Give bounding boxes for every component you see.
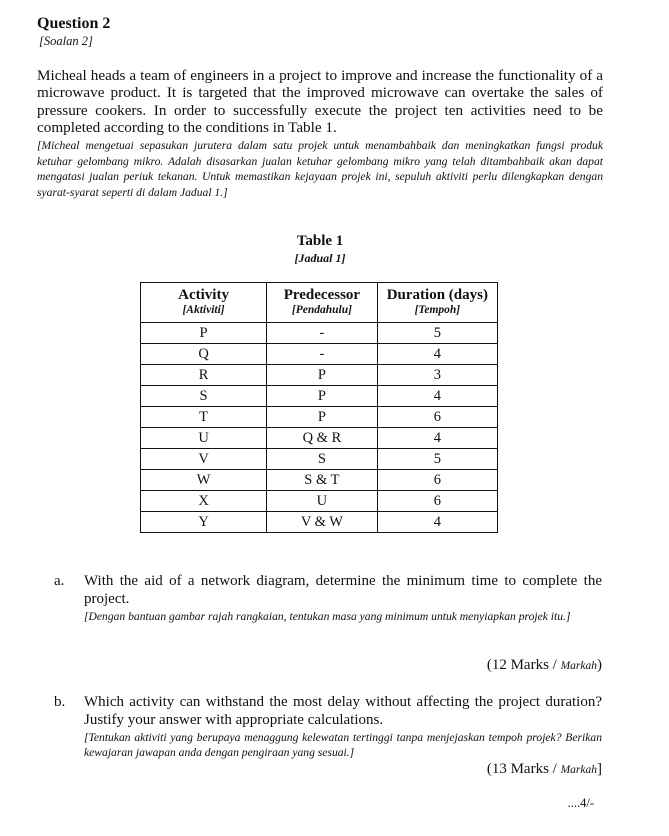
question-subtitle: [Soalan 2] [39,34,93,48]
part-a-marks-prefix: (12 Marks / [486,657,561,673]
header-activity [141,283,267,323]
cell-duration: 6 [377,407,497,428]
cell-duration: 6 [377,470,497,491]
table-row [141,344,498,365]
table-row [141,428,498,449]
cell-activity: T [141,407,267,428]
cell-activity: S [141,386,267,407]
table-row [141,512,498,533]
table-row [141,386,498,407]
cell-predecessor: P [267,365,378,386]
cell-predecessor: P [267,407,378,428]
cell-predecessor: S & T [267,470,378,491]
cell-activity: U [141,428,267,449]
cell-activity: Y [141,512,267,533]
cell-predecessor: S [267,449,378,470]
part-b-malay: [Tentukan aktiviti yang berupaya menaggung kelewatan tertinggi tanpa menjejaskan tempoh projek? Berikan kewajaran jawapan anda dengan pengiraan yang sesuai.] [84,731,602,759]
header-duration [377,283,497,323]
part-b-body [84,694,602,760]
table-row [141,491,498,512]
table-row [141,449,498,470]
part-b-marks-suffix: ] [597,761,602,777]
table-row [141,365,498,386]
cell-predecessor: V & W [267,512,378,533]
header-activity-sublabel: [Aktiviti] [182,304,225,316]
cell-duration: 5 [377,449,497,470]
header-predecessor-sublabel: [Pendahulu] [291,304,352,316]
cell-predecessor: - [267,344,378,365]
part-a-body [84,573,602,624]
table-header-row [141,283,498,323]
cell-duration: 3 [377,365,497,386]
cell-predecessor: - [267,323,378,344]
cell-duration: 5 [377,323,497,344]
page-continuation: ....4/- [567,796,594,810]
intro-malay: [Micheal mengetuai sepasukan jurutera dalam satu projek untuk menambahbaik dan meningkatkan fungsi produk ketuhar gelombang mikro. Adalah disasarkan jualan ketuhar gelombang mikro yang telah ditambahbaik akan dapat mengatasi jualan periuk tekanan. Untuk memastikan kejayaan projek ini, sepuluh aktiviti perlu dilengkapkan dengan syarat-syarat seperti di dalam Jadual 1.] [37,139,603,199]
part-b-marks-prefix: (13 Marks / [486,761,561,777]
cell-duration: 6 [377,491,497,512]
cell-activity: V [141,449,267,470]
part-b-marks [487,761,602,779]
part-b-marks-malay: Markah [560,764,597,776]
part-a-malay: [Dengan bantuan gambar rajah rangkaian, tentukan masa yang minimum untuk menyiapkan projek itu.] [84,610,571,623]
table-subtitle: [Jadual 1] [294,251,346,265]
cell-activity: X [141,491,267,512]
table-row [141,407,498,428]
part-a-marks [487,657,602,675]
part-b-english: Which activity can withstand the most delay without affecting the project duration? Justify your answer with appropriate calculations. [84,694,602,728]
header-activity-label: Activity [178,287,229,303]
header-duration-sublabel: [Tempoh] [414,304,461,316]
cell-duration: 4 [377,344,497,365]
cell-activity: W [141,470,267,491]
question-title: Question 2 [37,15,111,32]
cell-predecessor: U [267,491,378,512]
part-a-english: With the aid of a network diagram, determine the minimum time to complete the project. [84,573,602,607]
part-b-label: b. [54,694,66,710]
part-a-label: a. [54,573,65,589]
cell-activity: R [141,365,267,386]
cell-duration: 4 [377,428,497,449]
header-predecessor-label: Predecessor [283,287,361,303]
cell-duration: 4 [377,512,497,533]
part-a-marks-suffix: ) [597,657,602,673]
intro-english: Micheal heads a team of engineers in a project to improve and increase the functionality of a microwave product. It is targeted that the improved microwave can overtake the sales of pressure cookers. In order to successfully execute the project ten activities need to be completed according to the conditions in Table 1. [37,67,603,137]
cell-activity: P [141,323,267,344]
header-predecessor [267,283,378,323]
table-row [141,323,498,344]
cell-duration: 4 [377,386,497,407]
table-row [141,470,498,491]
cell-predecessor: P [267,386,378,407]
header-duration-label: Duration (days) [386,287,488,303]
table-title: Table 1 [296,233,344,249]
part-a-marks-malay: Markah [560,660,597,672]
cell-predecessor: Q & R [267,428,378,449]
cell-activity: Q [141,344,267,365]
activity-table [140,282,498,533]
